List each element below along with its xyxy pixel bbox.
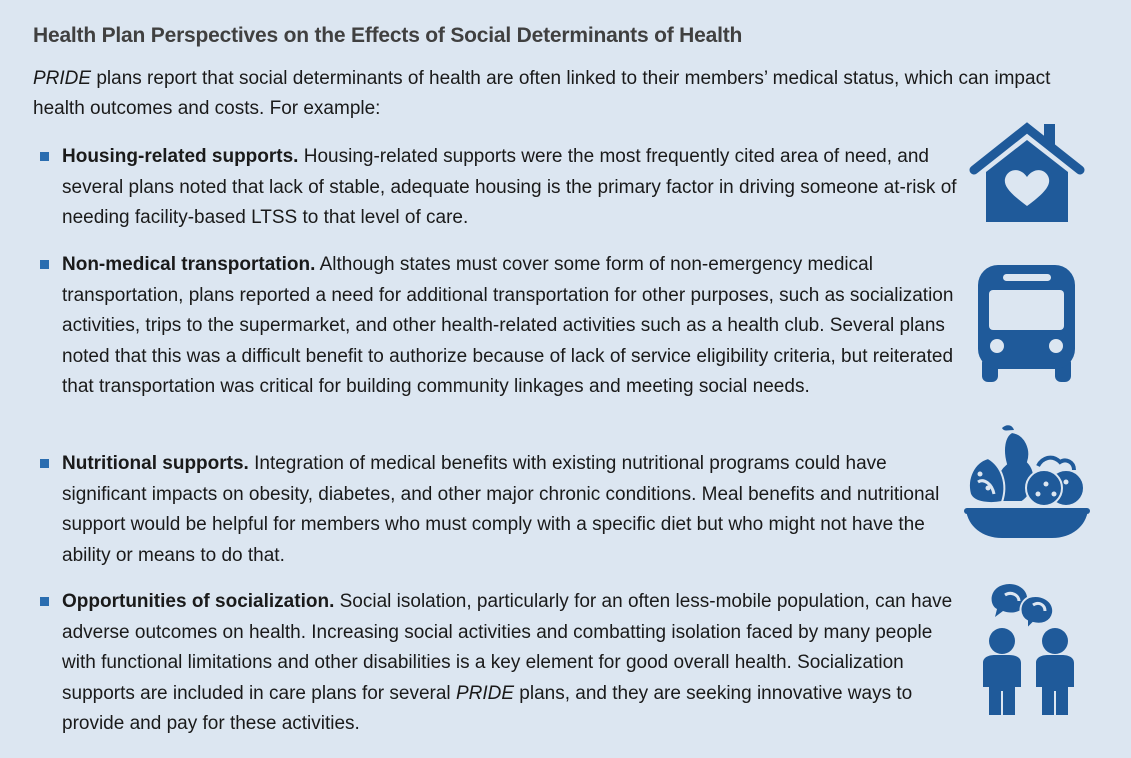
intro-paragraph bbox=[33, 64, 1093, 124]
item-body: Although states must cover some form of non-emergency medical transportation, plans reported a need for additional transportation for other purposes, such as socialization activities, trips to the supermarket, and other health-related activities such as a health club. Several plans noted that this was a difficult benefit to authorize because of lack of service eligibility criteria, but reiterated that transportation was critical for building community linkages and meeting social needs. bbox=[62, 254, 954, 397]
bullet-marker bbox=[40, 152, 49, 161]
page-title: Health Plan Perspectives on the Effects of Social Determinants of Health bbox=[33, 24, 743, 47]
bullet-marker bbox=[40, 459, 49, 468]
house-heart-icon bbox=[968, 120, 1086, 225]
bus-icon bbox=[975, 262, 1080, 384]
fruit-bowl-icon bbox=[962, 422, 1092, 542]
item-title: Opportunities of socialization. bbox=[62, 591, 335, 612]
item-body: Integration of medical benefits with existing nutritional programs could have significant impacts on obesity, diabetes, and other major chronic conditions. Meal benefits and nutritional support would be helpful for members who must comply with a specific diet but who might not have the ability or means to do that. bbox=[62, 453, 940, 566]
bullet-marker bbox=[40, 260, 49, 269]
item-body: Housing-related supports were the most frequently cited area of need, and several plans noted that lack of stable, adequate housing is the primary factor in driving someone at-risk of needing facility-based LTSS to that level of care. bbox=[62, 146, 957, 228]
item-emphasis: PRIDE bbox=[455, 682, 515, 704]
people-talking-icon bbox=[975, 583, 1085, 718]
list-item-nutrition bbox=[40, 449, 960, 571]
item-title: Nutritional supports. bbox=[62, 453, 249, 474]
item-title: Non-medical transportation. bbox=[62, 254, 316, 275]
bullet-marker bbox=[40, 597, 49, 606]
intro-text: plans report that social determinants of health are often linked to their members’ medical status, which can impact health outcomes and costs. For example: bbox=[33, 68, 1051, 119]
list-item-transportation bbox=[40, 250, 960, 403]
item-body: Social isolation, particularly for an often less-mobile population, can have adverse outcomes on health. Increasing social activities and combatting isolation faced by many people with functional limitations and other disabilities is a key element for good overall health. Socialization supports are included in care plans for several bbox=[62, 591, 953, 704]
list-item-housing bbox=[40, 142, 960, 234]
item-title: Housing-related supports. bbox=[62, 146, 299, 167]
intro-emphasis: PRIDE bbox=[33, 68, 92, 89]
list-item-socialization bbox=[40, 587, 960, 740]
item-body-cont: plans, and they are seeking innovative ways to provide and pay for these activities. bbox=[62, 682, 913, 734]
